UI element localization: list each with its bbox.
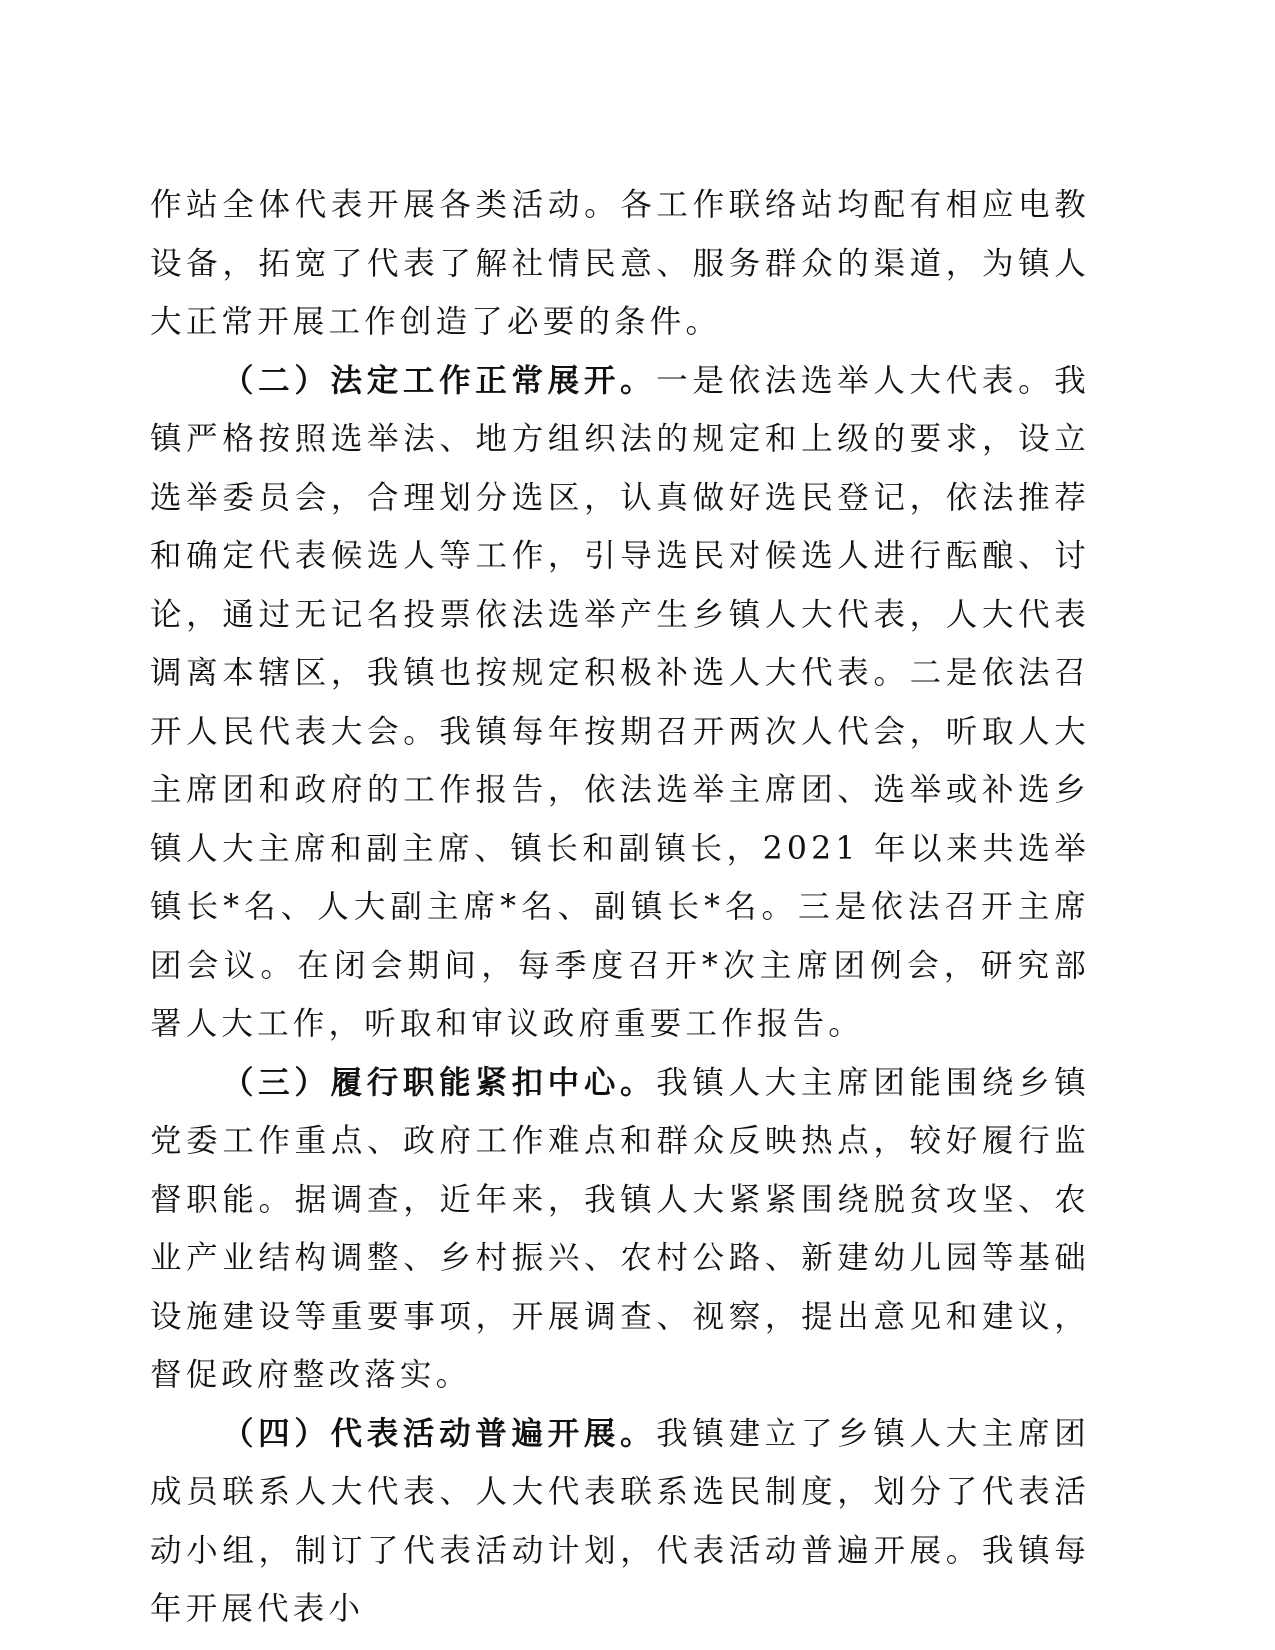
section-heading: （四）代表活动普遍开展。 (222, 1414, 657, 1452)
document-body (150, 176, 1090, 1639)
paragraph-text: 作站全体代表开展各类活动。各工作联络站均配有相应电教设备，拓宽了代表了解社情民意、服务群众的渠道，为镇人大正常开展工作创造了必要的条件。 (150, 187, 1090, 340)
paragraph-section-2 (150, 352, 1090, 1054)
paragraph-section-4 (150, 1405, 1090, 1639)
paragraph-text: 一是依法选举人大代表。我镇严格按照选举法、地方组织法的规定和上级的要求，设立选举委员会，合理划分选区，认真做好选民登记，依法推荐和确定代表候选人等工作，引导选民对候选人进行酝酿、讨论，通过无记名投票依法选举产生乡镇人大代表，人大代表调离本辖区，我镇也按规定积极补选人大代表。二是依法召开人民代表大会。我镇每年按期召开两次人代会，听取人大主席团和政府的工作报告，依法选举主席团、选举或补选乡镇人大主席和副主席、镇长和副镇长，2021 年以来共选举镇长*名、人大副主席*名、副镇长*名。三是依法召开主席团会议。在闭会期间，每季度召开*次主席团例会，研究部署人大工作，听取和审议政府重要工作报告。 (150, 362, 1091, 1042)
paragraph-continuation (150, 176, 1090, 352)
paragraph-text: 我镇人大主席团能围绕乡镇党委工作重点、政府工作难点和群众反映热点，较好履行监督职能。据调查，近年来，我镇人大紧紧围绕脱贫攻坚、农业产业结构调整、乡村振兴、农村公路、新建幼儿园等基础设施建设等重要事项，开展调查、视察，提出意见和建议，督促政府整改落实。 (150, 1064, 1091, 1393)
paragraph-text: 我镇建立了乡镇人大主席团成员联系人大代表、人大代表联系选民制度，划分了代表活动小组，制订了代表活动计划，代表活动普遍开展。我镇每年开展代表小 (150, 1415, 1091, 1627)
paragraph-section-3 (150, 1054, 1090, 1405)
section-heading: （三）履行职能紧扣中心。 (222, 1063, 657, 1101)
section-heading: （二）法定工作正常展开。 (222, 361, 657, 399)
